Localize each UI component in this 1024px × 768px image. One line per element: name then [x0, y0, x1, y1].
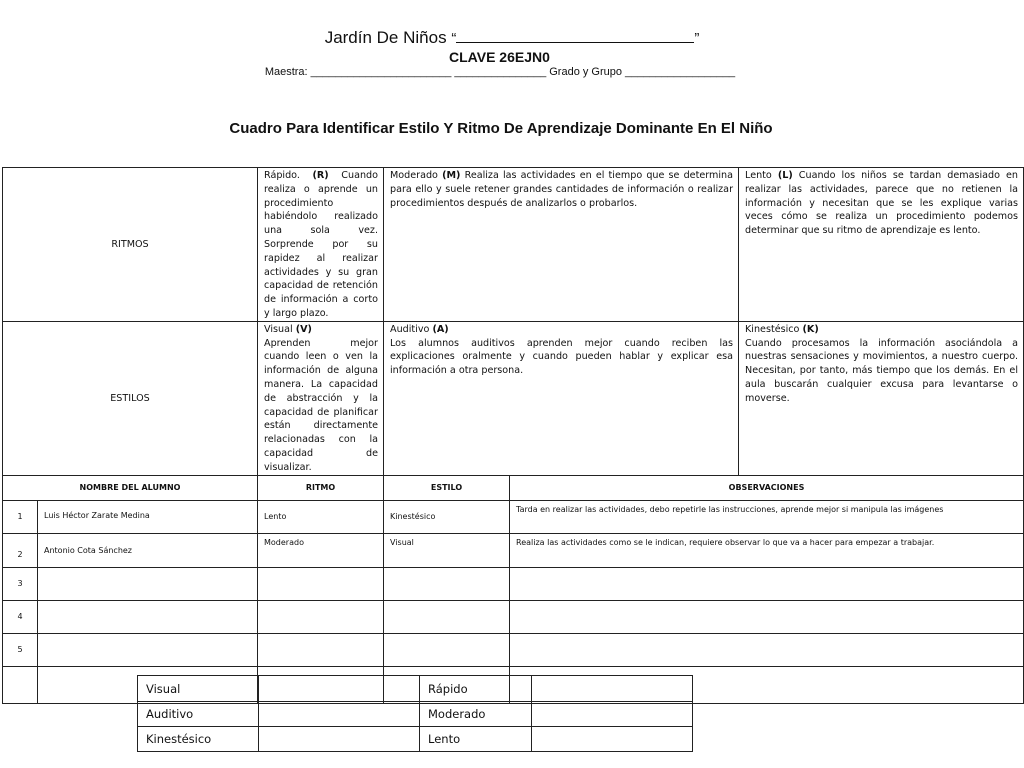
estilo-kinestesico-desc — [739, 321, 1024, 475]
student-row — [3, 533, 1024, 567]
student-ritmo[interactable] — [258, 633, 384, 666]
summary-table — [137, 675, 693, 752]
summary-ritmo-count[interactable] — [532, 727, 693, 752]
student-estilo[interactable]: Kinestésico — [384, 500, 510, 533]
summary-ritmo-label: Rápido — [420, 676, 532, 702]
rapido-text: Cuando realiza o aprende un procedimiento habiéndolo realizado una sola vez. Sorprende por su rapidez al realizar actividades y su gran capacidad de retención de información a corto y largo plazo. — [264, 170, 378, 319]
student-observaciones[interactable] — [510, 600, 1024, 633]
summary-ritmo-label: Moderado — [420, 702, 532, 727]
school-name-line — [0, 28, 1024, 48]
summary-ritmo-label: Lento — [420, 727, 532, 752]
visual-code: (V) — [295, 323, 312, 335]
estilo-auditivo-desc — [384, 321, 739, 475]
estilo-visual-desc — [258, 321, 384, 475]
summary-row — [138, 702, 693, 727]
student-row — [3, 633, 1024, 666]
lento-code: (L) — [777, 170, 793, 181]
summary-estilo-label: Visual — [138, 676, 259, 702]
ritmo-lento-desc — [739, 168, 1024, 322]
kinestesico-title: Kinestésico — [745, 323, 800, 335]
student-ritmo[interactable] — [258, 567, 384, 600]
visual-text: Aprenden mejor cuando leen o ven la información de alguna manera. La capacidad de abstracción y la capacidad de planificar están directamente relacionadas con la capacidad de visualizar. — [264, 337, 378, 473]
ritmo-rapido-desc — [258, 168, 384, 322]
summary-ritmo-count[interactable] — [532, 676, 693, 702]
visual-title: Visual — [264, 323, 293, 335]
student-name[interactable] — [38, 567, 258, 600]
auditivo-code: (A) — [432, 323, 449, 335]
header-estilo: ESTILO — [384, 475, 510, 500]
student-estilo[interactable]: Visual — [384, 533, 510, 567]
ritmos-row — [3, 168, 1024, 322]
open-quote: “ — [451, 30, 457, 47]
moderado-code: (M) — [442, 170, 461, 181]
student-observaciones[interactable]: Realiza las actividades como se le indican, requiere observar lo que va a hacer para empezar a trabajar. — [510, 533, 1024, 567]
student-row — [3, 600, 1024, 633]
summary-estilo-count[interactable] — [259, 702, 420, 727]
summary-estilo-label: Auditivo — [138, 702, 259, 727]
student-ritmo[interactable]: Lento — [258, 500, 384, 533]
kinestesico-text: Cuando procesamos la información asociándola a nuestras sensaciones y movimientos, a nuestro cuerpo. Necesitan, por tanto, más tiempo que los demás. En el aula buscarán cualquier excusa para levantarse o moverse. — [745, 337, 1019, 404]
student-header-row — [3, 475, 1024, 500]
document-heading: Cuadro Para Identificar Estilo Y Ritmo De Aprendizaje Dominante En El Niño — [229, 120, 773, 137]
student-estilo[interactable] — [384, 567, 510, 600]
student-row — [3, 567, 1024, 600]
student-observaciones[interactable] — [510, 567, 1024, 600]
student-ritmo[interactable] — [258, 600, 384, 633]
summary-estilo-count[interactable] — [259, 676, 420, 702]
ritmo-moderado-desc — [384, 168, 739, 322]
header-ritmo: RITMO — [258, 475, 384, 500]
school-clave: CLAVE 26EJN0 — [449, 49, 550, 65]
lento-text: Cuando los niños se tardan demasiado en realizar las actividades, parece que no retienen la información y necesitan que se les explique varias veces cómo se realiza un procedimiento podemos determinar que su ritmo de aprendizaje es lento. — [745, 170, 1019, 237]
student-name[interactable]: Antonio Cota Sánchez — [38, 533, 258, 567]
row-number: 5 — [3, 633, 38, 666]
student-observaciones[interactable] — [510, 633, 1024, 666]
student-ritmo[interactable]: Moderado — [258, 533, 384, 567]
summary-estilo-count[interactable] — [259, 727, 420, 752]
auditivo-title: Auditivo — [390, 323, 430, 335]
student-name[interactable]: Luis Héctor Zarate Medina — [38, 500, 258, 533]
student-observaciones[interactable]: Tarda en realizar las actividades, debo repetirle las instrucciones, aprende mejor si manipula las imágenes — [510, 500, 1024, 533]
moderado-text: Realiza las actividades en el tiempo que se determina para ello y suele retener grandes cantidades de información o realizar procedimientos después de analizarlos o probarlos. — [390, 170, 734, 209]
close-quote: ” — [694, 30, 700, 47]
summary-estilo-label: Kinestésico — [138, 727, 259, 752]
summary-ritmo-count[interactable] — [532, 702, 693, 727]
auditivo-text: Los alumnos auditivos aprenden mejor cuando reciben las explicaciones oralmente y cuando pueden hablar y explicar esa información a otra persona. — [390, 337, 734, 377]
row-number: 1 — [3, 500, 38, 533]
header-nombre: NOMBRE DEL ALUMNO — [3, 475, 258, 500]
student-name[interactable] — [38, 600, 258, 633]
summary-row — [138, 727, 693, 752]
row-number: 2 — [3, 533, 38, 567]
moderado-title: Moderado — [390, 170, 438, 181]
header-observaciones: OBSERVACIONES — [510, 475, 1024, 500]
row-number: 4 — [3, 600, 38, 633]
rapido-title: Rápido. — [264, 170, 300, 181]
student-row — [3, 500, 1024, 533]
row-number — [3, 666, 38, 703]
row-number: 3 — [3, 567, 38, 600]
summary-row — [138, 676, 693, 702]
learning-style-table — [2, 167, 1024, 704]
teacher-group-line[interactable]: Maestra: _______________________ _______________ Grado y Grupo __________________ — [264, 66, 736, 78]
estilos-label: ESTILOS — [3, 321, 258, 475]
ritmos-label: RITMOS — [3, 168, 258, 322]
rapido-code: (R) — [312, 170, 329, 181]
estilos-row — [3, 321, 1024, 475]
student-estilo[interactable] — [384, 633, 510, 666]
lento-title: Lento — [745, 170, 772, 181]
school-label: Jardín De Niños — [324, 28, 447, 47]
kinestesico-code: (K) — [802, 323, 819, 335]
student-name[interactable] — [38, 633, 258, 666]
school-name-blank[interactable] — [456, 28, 694, 43]
student-estilo[interactable] — [384, 600, 510, 633]
